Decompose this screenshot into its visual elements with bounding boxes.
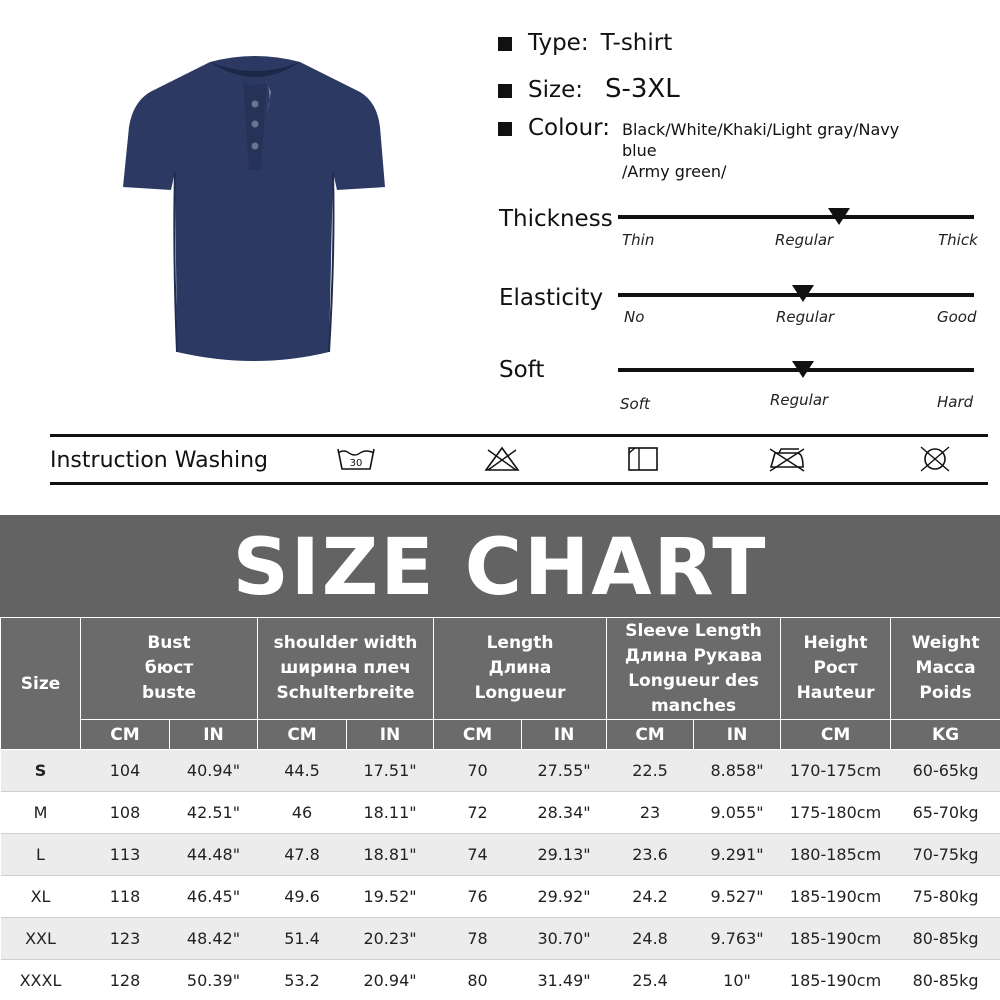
table-cell: 185-190cm bbox=[781, 918, 891, 960]
wash-divider-top bbox=[50, 434, 988, 437]
unit-header: IN bbox=[694, 720, 781, 750]
scale-soft-left: Soft bbox=[620, 395, 650, 413]
table-cell: 20.23" bbox=[347, 918, 434, 960]
table-cell: 104 bbox=[81, 750, 170, 792]
spec-colour bbox=[498, 115, 922, 182]
table-cell: 44.48" bbox=[170, 834, 258, 876]
length-header: Length Длина Longueur bbox=[434, 618, 607, 720]
scale-thickness-title: Thickness bbox=[499, 206, 613, 232]
size-cell: S bbox=[1, 750, 81, 792]
table-cell: 40.94" bbox=[170, 750, 258, 792]
table-cell: 72 bbox=[434, 792, 522, 834]
unit-header: IN bbox=[522, 720, 607, 750]
size-cell: XL bbox=[1, 876, 81, 918]
wash-30-icon bbox=[336, 445, 376, 473]
sleeve-length-header: Sleeve Length Длина Рукава Longueur des manches bbox=[607, 618, 781, 720]
size-table bbox=[0, 617, 1000, 1000]
table-cell: 23.6 bbox=[607, 834, 694, 876]
table-cell: 170-175cm bbox=[781, 750, 891, 792]
table-cell: 42.51" bbox=[170, 792, 258, 834]
wash-title: Instruction Washing bbox=[50, 448, 268, 473]
colour-value-line2: /Army green/ bbox=[621, 162, 727, 181]
table-cell: 108 bbox=[81, 792, 170, 834]
bust-header: Bust бюст buste bbox=[81, 618, 258, 720]
table-cell: 76 bbox=[434, 876, 522, 918]
table-cell: 80 bbox=[434, 960, 522, 1000]
table-cell: 53.2 bbox=[258, 960, 347, 1000]
unit-header: IN bbox=[170, 720, 258, 750]
table-row bbox=[1, 750, 1000, 792]
scale-soft-title: Soft bbox=[499, 357, 545, 383]
table-row bbox=[1, 876, 1000, 918]
height-header: Height Рост Hauteur bbox=[781, 618, 891, 720]
no-dry-clean-icon bbox=[915, 445, 955, 473]
table-cell: 51.4 bbox=[258, 918, 347, 960]
spec-colour-label: Colour: bbox=[528, 115, 610, 141]
table-cell: 29.92" bbox=[522, 876, 607, 918]
scale-soft-right: Hard bbox=[937, 393, 974, 411]
table-cell: 60-65kg bbox=[891, 750, 1000, 792]
unit-header: KG bbox=[891, 720, 1000, 750]
table-cell: 78 bbox=[434, 918, 522, 960]
wash-temp-text: 30 bbox=[349, 458, 363, 469]
henley-tshirt-image bbox=[115, 52, 395, 382]
size-chart bbox=[0, 515, 1000, 1000]
scale-thickness-right: Thick bbox=[938, 231, 978, 249]
table-row bbox=[1, 960, 1000, 1000]
colour-value-line1: Black/White/Khaki/Light gray/Navy blue bbox=[621, 120, 900, 160]
unit-header: IN bbox=[347, 720, 434, 750]
scale-elasticity-marker bbox=[792, 285, 814, 302]
table-cell: 31.49" bbox=[522, 960, 607, 1000]
table-cell: 25.4 bbox=[607, 960, 694, 1000]
table-cell: 185-190cm bbox=[781, 960, 891, 1000]
scale-thickness-marker bbox=[828, 208, 850, 225]
scale-soft-marker bbox=[792, 361, 814, 378]
table-cell: 118 bbox=[81, 876, 170, 918]
scale-elasticity-left: No bbox=[624, 308, 645, 326]
spec-type-label: Type: bbox=[528, 30, 589, 56]
size-chart-title: SIZE CHART bbox=[232, 523, 768, 613]
table-cell: 70-75kg bbox=[891, 834, 1000, 876]
weight-header: Weight Macca Poids bbox=[891, 618, 1000, 720]
table-cell: 9.291" bbox=[694, 834, 781, 876]
table-cell: 9.763" bbox=[694, 918, 781, 960]
unit-header: CM bbox=[434, 720, 522, 750]
table-cell: 46 bbox=[258, 792, 347, 834]
table-cell: 180-185cm bbox=[781, 834, 891, 876]
table-cell: 17.51" bbox=[347, 750, 434, 792]
table-cell: 49.6 bbox=[258, 876, 347, 918]
table-row bbox=[1, 834, 1000, 876]
scale-thickness-left: Thin bbox=[622, 231, 655, 249]
table-cell: 74 bbox=[434, 834, 522, 876]
table-row bbox=[1, 792, 1000, 834]
tumble-dry-icon bbox=[623, 445, 663, 473]
table-cell: 44.5 bbox=[258, 750, 347, 792]
unit-header: CM bbox=[81, 720, 170, 750]
table-cell: 75-80kg bbox=[891, 876, 1000, 918]
table-cell: 80-85kg bbox=[891, 960, 1000, 1000]
table-cell: 19.52" bbox=[347, 876, 434, 918]
size-chart-header bbox=[0, 515, 1000, 617]
table-cell: 70 bbox=[434, 750, 522, 792]
table-cell: 10" bbox=[694, 960, 781, 1000]
size-cell: M bbox=[1, 792, 81, 834]
table-cell: 27.55" bbox=[522, 750, 607, 792]
table-cell: 29.13" bbox=[522, 834, 607, 876]
table-cell: 9.055" bbox=[694, 792, 781, 834]
scale-elasticity-title: Elasticity bbox=[499, 285, 604, 311]
size-table-body bbox=[1, 750, 1000, 1000]
table-cell: 47.8 bbox=[258, 834, 347, 876]
bullet-square-icon bbox=[498, 122, 512, 136]
table-cell: 8.858" bbox=[694, 750, 781, 792]
table-cell: 18.11" bbox=[347, 792, 434, 834]
table-cell: 113 bbox=[81, 834, 170, 876]
unit-header: CM bbox=[258, 720, 347, 750]
table-cell: 123 bbox=[81, 918, 170, 960]
size-cell: XXXL bbox=[1, 960, 81, 1000]
table-cell: 24.8 bbox=[607, 918, 694, 960]
table-cell: 48.42" bbox=[170, 918, 258, 960]
scale-elasticity-right: Good bbox=[937, 308, 977, 326]
table-row bbox=[1, 918, 1000, 960]
spec-size-value: S-3XL bbox=[604, 74, 680, 104]
scale-elasticity-mid: Regular bbox=[776, 308, 835, 326]
table-cell: 23 bbox=[607, 792, 694, 834]
table-cell: 46.45" bbox=[170, 876, 258, 918]
table-cell: 18.81" bbox=[347, 834, 434, 876]
shoulder-width-header: shoulder width ширина плеч Schulterbreite bbox=[258, 618, 434, 720]
table-cell: 185-190cm bbox=[781, 876, 891, 918]
table-cell: 9.527" bbox=[694, 876, 781, 918]
spec-size bbox=[498, 74, 680, 104]
bullet-square-icon bbox=[498, 84, 512, 98]
table-cell: 22.5 bbox=[607, 750, 694, 792]
table-cell: 24.2 bbox=[607, 876, 694, 918]
table-cell: 80-85kg bbox=[891, 918, 1000, 960]
spec-type-value: T-shirt bbox=[600, 30, 673, 56]
size-cell: XXL bbox=[1, 918, 81, 960]
table-cell: 50.39" bbox=[170, 960, 258, 1000]
table-cell: 175-180cm bbox=[781, 792, 891, 834]
size-header: Size bbox=[1, 618, 81, 750]
table-cell: 28.34" bbox=[522, 792, 607, 834]
size-cell: L bbox=[1, 834, 81, 876]
wash-divider-bottom bbox=[50, 482, 988, 485]
table-cell: 128 bbox=[81, 960, 170, 1000]
spec-colour-value bbox=[622, 119, 922, 182]
spec-size-label: Size: bbox=[528, 77, 583, 103]
scale-thickness-line bbox=[618, 215, 974, 219]
table-cell: 20.94" bbox=[347, 960, 434, 1000]
spec-type bbox=[498, 30, 672, 56]
no-iron-icon bbox=[767, 445, 807, 473]
no-bleach-icon bbox=[482, 445, 522, 473]
table-cell: 65-70kg bbox=[891, 792, 1000, 834]
unit-header: CM bbox=[781, 720, 891, 750]
scale-thickness-mid: Regular bbox=[775, 231, 834, 249]
scale-soft-mid: Regular bbox=[770, 391, 829, 409]
table-cell: 30.70" bbox=[522, 918, 607, 960]
unit-header: CM bbox=[607, 720, 694, 750]
bullet-square-icon bbox=[498, 37, 512, 51]
